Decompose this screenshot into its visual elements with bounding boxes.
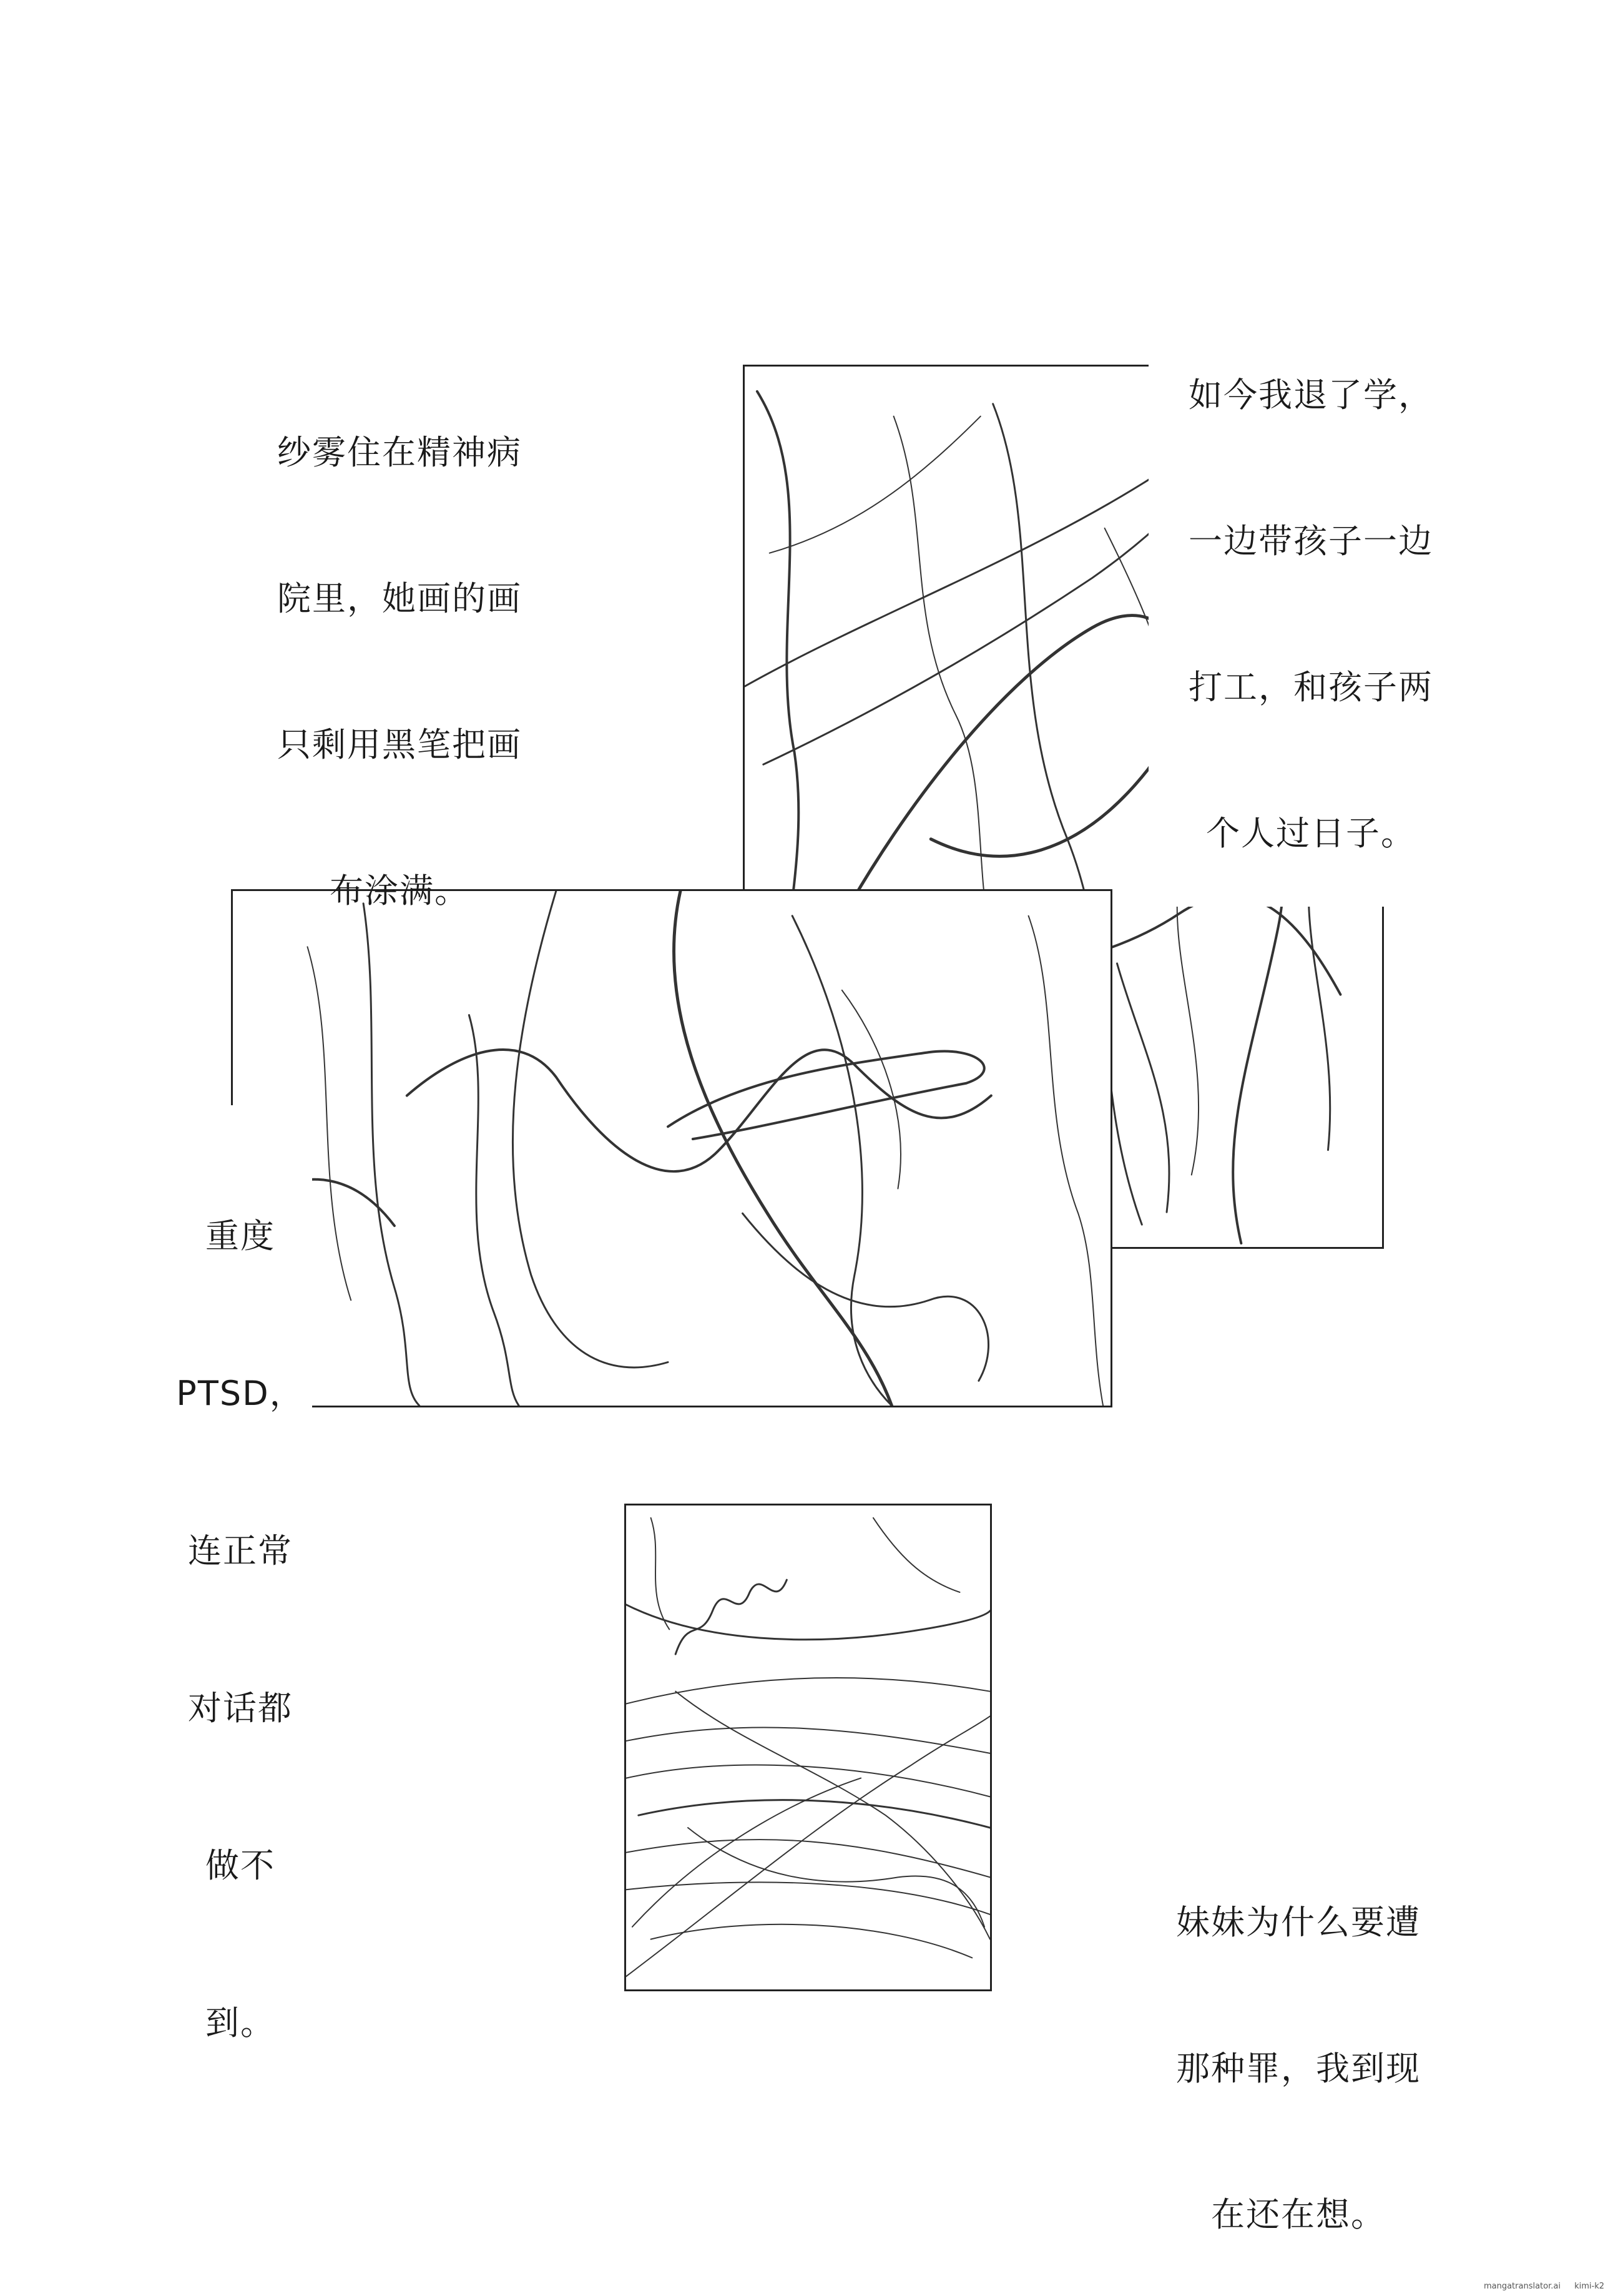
caption-line: 如今我退了学， <box>1189 375 1433 415</box>
watermark-model: kimi-k2 <box>1574 2282 1604 2291</box>
watermark <box>1473 2282 1604 2291</box>
caption-line: 妹妹为什么要遭 <box>1176 1903 1421 1942</box>
caption-line: 个人过日子。 <box>1206 814 1416 853</box>
caption-line: 到。 <box>205 2003 275 2042</box>
caption-line: 那种罪，我到现 <box>1176 2049 1421 2088</box>
caption-line: 纱雾住在精神病 <box>277 433 522 472</box>
scribble-drawing <box>626 1505 990 1989</box>
caption-line: 一边带孩子一边 <box>1189 521 1433 561</box>
caption-line: 在还在想。 <box>1211 2195 1386 2234</box>
caption-line: 对话都 <box>188 1688 293 1728</box>
caption-line: PTSD， <box>176 1374 305 1413</box>
scribble-panel-middle <box>231 889 1112 1407</box>
caption-top-right <box>1149 273 1473 907</box>
caption-top-left <box>237 331 562 964</box>
caption-bottom-right <box>1149 1801 1448 2288</box>
scribble-panel-bottom <box>624 1504 992 1991</box>
caption-line: 院里，她画的画 <box>277 579 522 618</box>
caption-line: 布涂满。 <box>330 871 469 910</box>
caption-middle-left <box>169 1105 312 2102</box>
caption-line: 只剩用黑笔把画 <box>277 725 522 764</box>
watermark-site: mangatranslator.ai <box>1483 2282 1561 2291</box>
caption-line: 重度 <box>205 1216 275 1256</box>
scribble-drawing <box>233 891 1111 1406</box>
caption-line: 连正常 <box>188 1531 293 1570</box>
caption-line: 做不 <box>205 1846 275 1885</box>
caption-line: 打工，和孩子两 <box>1189 668 1433 707</box>
